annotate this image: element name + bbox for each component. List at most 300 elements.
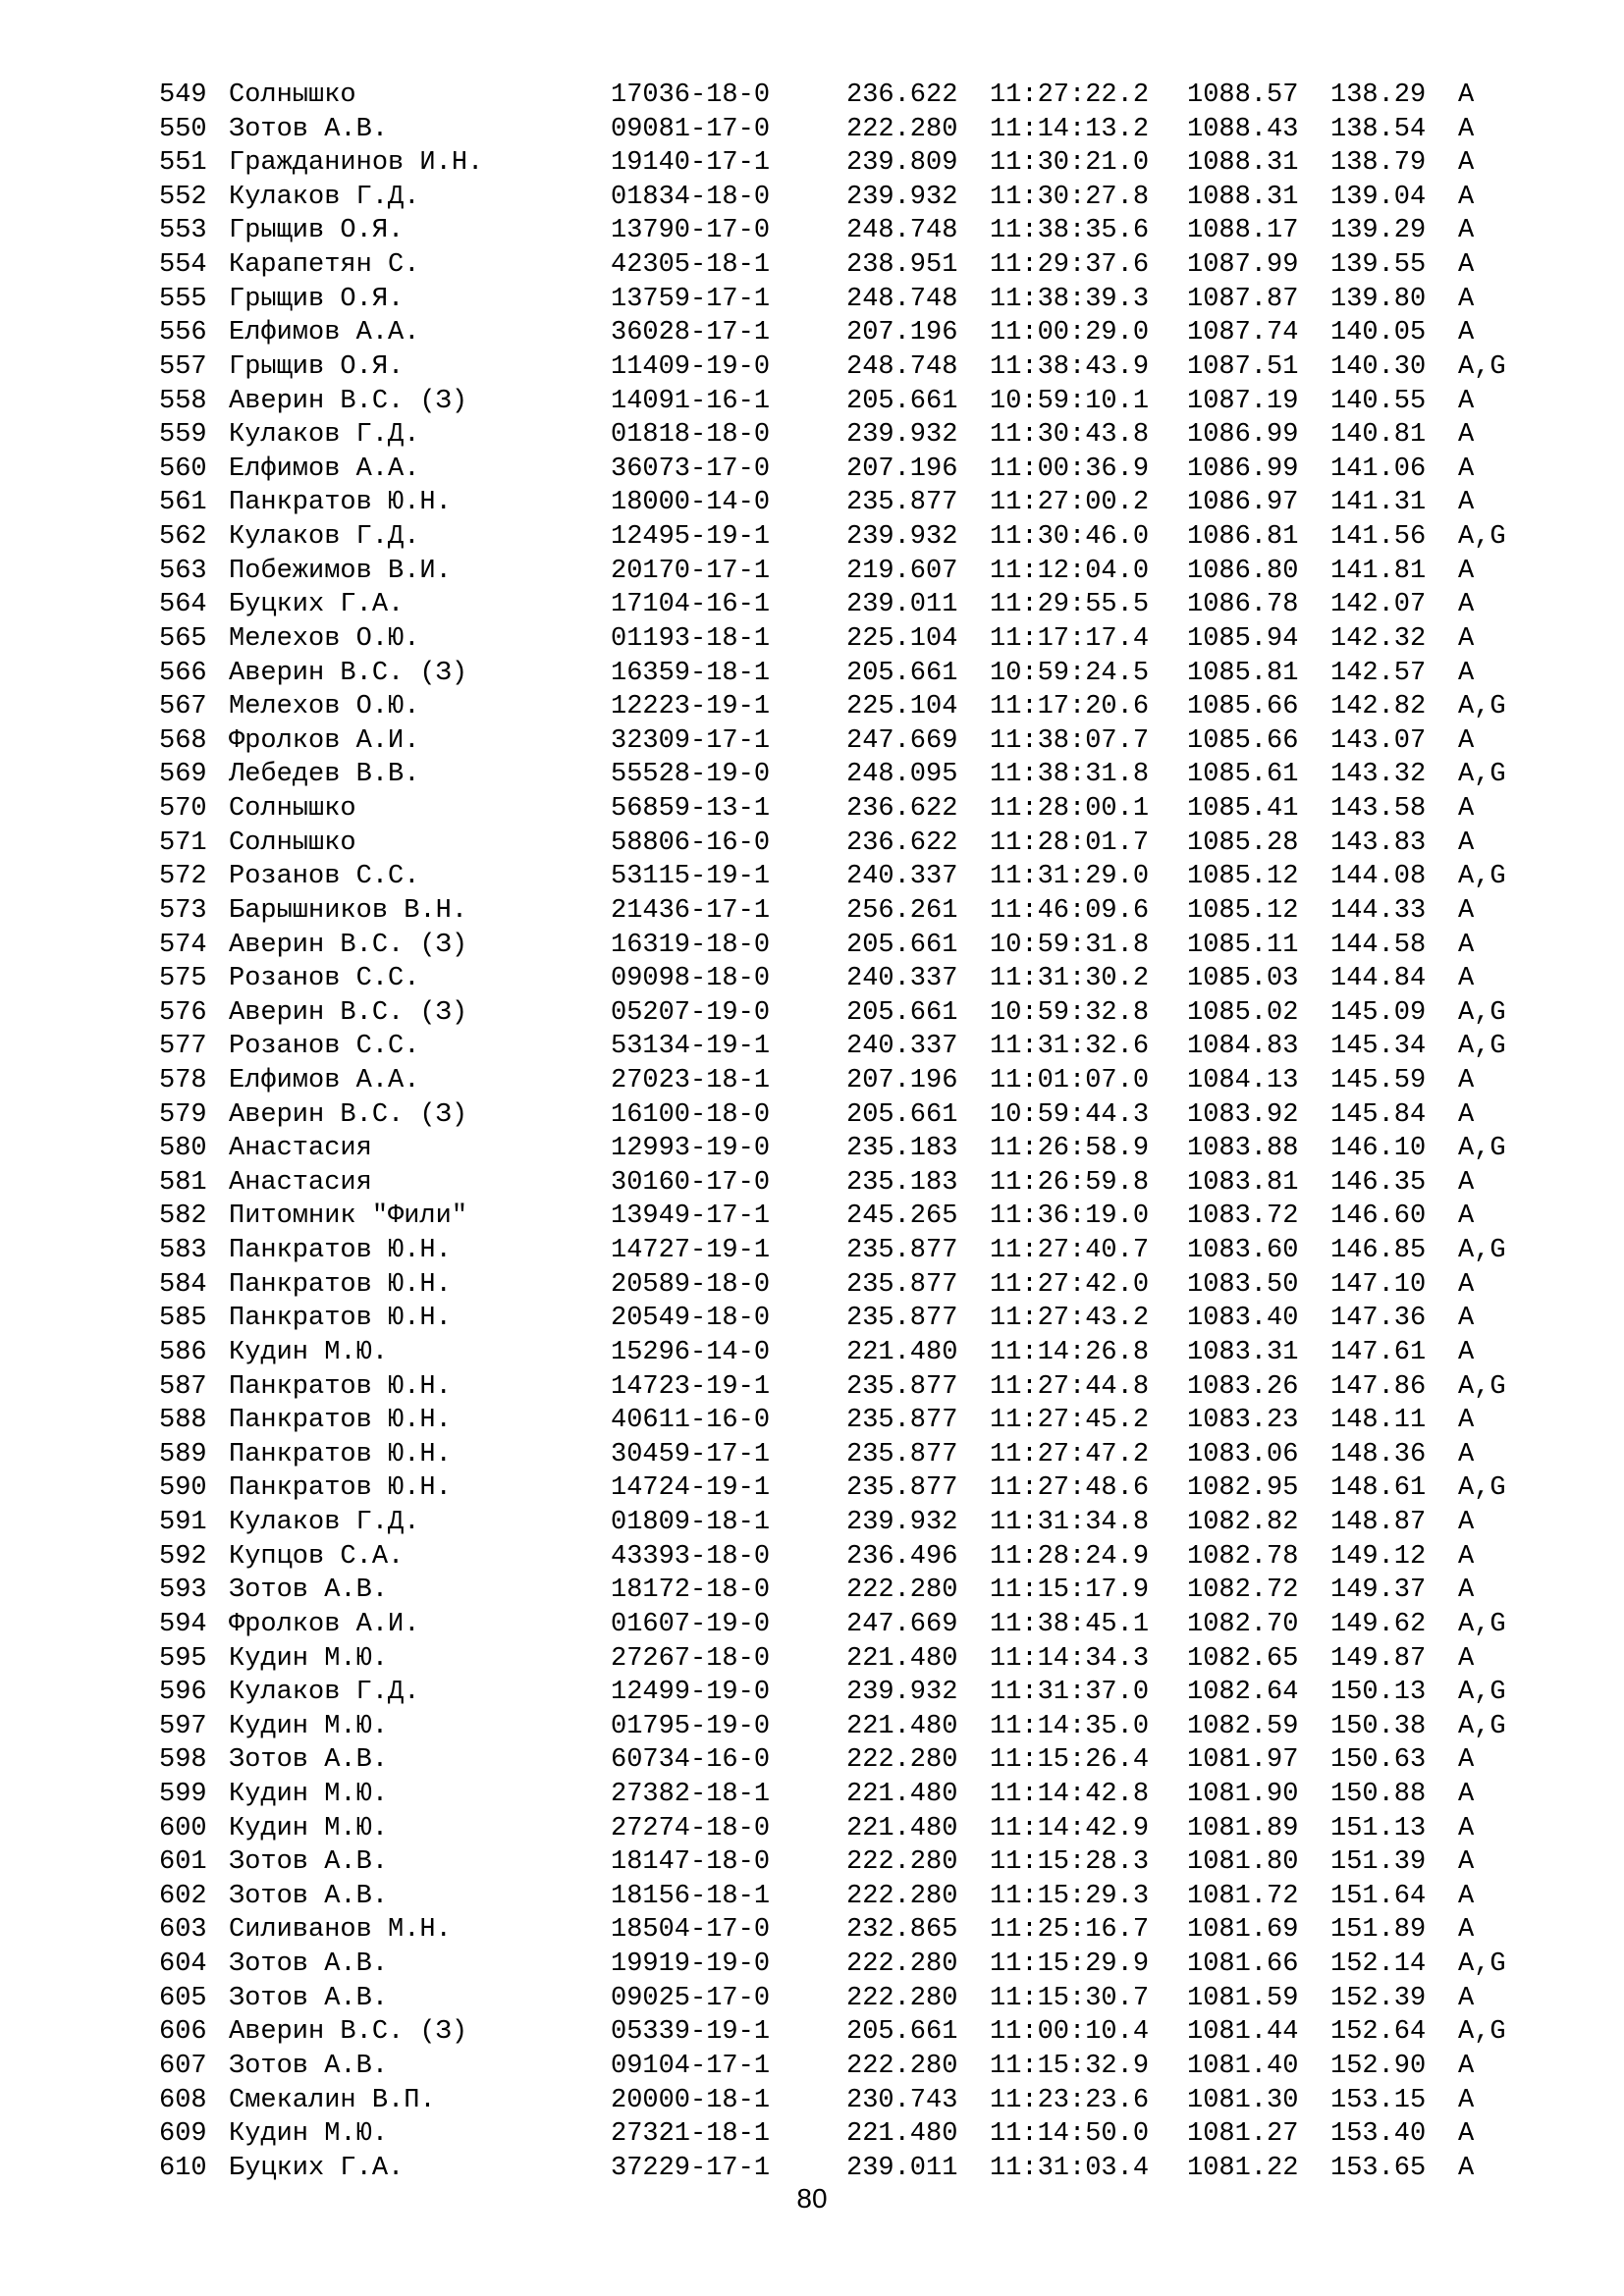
arrival-time: 11:28:24.9 [990, 1541, 1150, 1572]
speed: 1082.59 [1187, 1711, 1299, 1741]
coefficient: 152.90 [1330, 2051, 1427, 2081]
arrival-time: 11:27:44.8 [990, 1371, 1150, 1402]
row-number: 552 [159, 182, 207, 212]
ring-number: 19140-17-1 [611, 148, 771, 179]
row-number: 599 [159, 1780, 207, 1809]
distance: 207.196 [846, 454, 958, 484]
speed: 1081.27 [1187, 2119, 1299, 2150]
row-number: 606 [159, 2017, 207, 2048]
distance: 205.661 [846, 386, 958, 416]
flags: A [1458, 725, 1475, 756]
fancier-name: Панкратов Ю.Н. [229, 1406, 452, 1436]
row-number: 556 [159, 318, 207, 348]
fancier-name: Аверин В.С. (З) [229, 1099, 468, 1130]
fancier-name: Побежимов В.И. [229, 556, 452, 586]
speed: 1081.44 [1187, 2017, 1299, 2048]
row-number: 575 [159, 964, 207, 994]
row-number: 600 [159, 1813, 207, 1843]
coefficient: 146.35 [1330, 1167, 1427, 1198]
row-number: 554 [159, 250, 207, 281]
flags: A [1458, 80, 1475, 110]
distance: 222.280 [846, 1847, 958, 1878]
row-number: 565 [159, 623, 207, 654]
flags: A [1458, 964, 1475, 994]
distance: 235.183 [846, 1167, 958, 1198]
arrival-time: 11:15:32.9 [990, 2051, 1150, 2081]
coefficient: 147.36 [1330, 1304, 1427, 1334]
distance: 236.496 [846, 1541, 958, 1572]
distance: 222.280 [846, 1575, 958, 1606]
distance: 240.337 [846, 862, 958, 892]
ring-number: 43393-18-0 [611, 1541, 771, 1572]
speed: 1088.31 [1187, 148, 1299, 179]
distance: 225.104 [846, 692, 958, 722]
coefficient: 148.11 [1330, 1406, 1427, 1436]
ring-number: 09098-18-0 [611, 964, 771, 994]
flags: A [1458, 1643, 1475, 1674]
ring-number: 58806-16-0 [611, 828, 771, 858]
ring-number: 12499-19-0 [611, 1678, 771, 1708]
coefficient: 147.10 [1330, 1269, 1427, 1300]
coefficient: 138.54 [1330, 114, 1427, 144]
coefficient: 145.59 [1330, 1065, 1427, 1095]
fancier-name: Кудин М.Ю. [229, 1337, 389, 1367]
distance: 248.748 [846, 284, 958, 314]
arrival-time: 11:15:29.9 [990, 1949, 1150, 1980]
arrival-time: 11:27:00.2 [990, 488, 1150, 518]
arrival-time: 11:31:34.8 [990, 1508, 1150, 1538]
speed: 1081.90 [1187, 1780, 1299, 1809]
coefficient: 153.65 [1330, 2153, 1427, 2183]
row-number: 555 [159, 284, 207, 314]
flags: A,G [1458, 1371, 1506, 1402]
ring-number: 18156-18-1 [611, 1881, 771, 1911]
page-number: 80 [796, 2183, 828, 2214]
coefficient: 153.15 [1330, 2085, 1427, 2115]
fancier-name: Кулаков Г.Д. [229, 182, 420, 212]
flags: A,G [1458, 1134, 1506, 1164]
distance: 236.622 [846, 80, 958, 110]
flags: A [1458, 1780, 1475, 1809]
ring-number: 27267-18-0 [611, 1643, 771, 1674]
flags: A,G [1458, 1711, 1506, 1741]
arrival-time: 11:27:45.2 [990, 1406, 1150, 1436]
coefficient: 139.55 [1330, 250, 1427, 281]
flags: A,G [1458, 997, 1506, 1028]
distance: 232.865 [846, 1915, 958, 1946]
flags: A,G [1458, 1236, 1506, 1266]
flags: A,G [1458, 1609, 1506, 1639]
distance: 239.932 [846, 522, 958, 553]
arrival-time: 11:27:22.2 [990, 80, 1150, 110]
row-number: 568 [159, 725, 207, 756]
distance: 222.280 [846, 2051, 958, 2081]
distance: 222.280 [846, 114, 958, 144]
speed: 1086.81 [1187, 522, 1299, 553]
speed: 1085.12 [1187, 862, 1299, 892]
row-number: 593 [159, 1575, 207, 1606]
distance: 248.095 [846, 760, 958, 790]
coefficient: 139.04 [1330, 182, 1427, 212]
coefficient: 142.32 [1330, 623, 1427, 654]
row-number: 583 [159, 1236, 207, 1266]
flags: A [1458, 1745, 1475, 1776]
coefficient: 151.13 [1330, 1813, 1427, 1843]
coefficient: 152.39 [1330, 1983, 1427, 2013]
coefficient: 145.84 [1330, 1099, 1427, 1130]
fancier-name: Аверин В.С. (З) [229, 658, 468, 688]
coefficient: 142.82 [1330, 692, 1427, 722]
flags: A [1458, 386, 1475, 416]
arrival-time: 11:28:00.1 [990, 794, 1150, 825]
ring-number: 53134-19-1 [611, 1032, 771, 1062]
arrival-time: 10:59:10.1 [990, 386, 1150, 416]
flags: A [1458, 895, 1475, 926]
row-number: 569 [159, 760, 207, 790]
fancier-name: Аверин В.С. (З) [229, 930, 468, 960]
flags: A [1458, 623, 1475, 654]
distance: 219.607 [846, 556, 958, 586]
flags: A [1458, 1099, 1475, 1130]
flags: A [1458, 2085, 1475, 2115]
flags: A [1458, 318, 1475, 348]
coefficient: 150.63 [1330, 1745, 1427, 1776]
coefficient: 146.10 [1330, 1134, 1427, 1164]
coefficient: 143.32 [1330, 760, 1427, 790]
arrival-time: 11:23:23.6 [990, 2085, 1150, 2115]
row-number: 566 [159, 658, 207, 688]
distance: 235.877 [846, 1439, 958, 1469]
coefficient: 142.57 [1330, 658, 1427, 688]
fancier-name: Зотов А.В. [229, 1847, 389, 1878]
speed: 1086.80 [1187, 556, 1299, 586]
ring-number: 05339-19-1 [611, 2017, 771, 2048]
ring-number: 27382-18-1 [611, 1780, 771, 1809]
speed: 1082.70 [1187, 1609, 1299, 1639]
arrival-time: 11:30:46.0 [990, 522, 1150, 553]
flags: A,G [1458, 862, 1506, 892]
fancier-name: Смекалин В.П. [229, 2085, 436, 2115]
ring-number: 17036-18-0 [611, 80, 771, 110]
fancier-name: Кулаков Г.Д. [229, 1678, 420, 1708]
row-number: 601 [159, 1847, 207, 1878]
arrival-time: 11:30:43.8 [990, 420, 1150, 451]
coefficient: 148.61 [1330, 1473, 1427, 1504]
fancier-name: Буцких Г.А. [229, 590, 405, 620]
arrival-time: 11:15:29.3 [990, 1881, 1150, 1911]
flags: A [1458, 1337, 1475, 1367]
arrival-time: 11:31:03.4 [990, 2153, 1150, 2183]
fancier-name: Мелехов О.Ю. [229, 623, 420, 654]
arrival-time: 11:27:40.7 [990, 1236, 1150, 1266]
fancier-name: Купцов С.А. [229, 1541, 405, 1572]
coefficient: 143.07 [1330, 725, 1427, 756]
arrival-time: 11:36:19.0 [990, 1201, 1150, 1232]
ring-number: 18147-18-0 [611, 1847, 771, 1878]
speed: 1085.66 [1187, 692, 1299, 722]
coefficient: 150.88 [1330, 1780, 1427, 1809]
coefficient: 145.34 [1330, 1032, 1427, 1062]
row-number: 603 [159, 1915, 207, 1946]
ring-number: 18504-17-0 [611, 1915, 771, 1946]
distance: 240.337 [846, 1032, 958, 1062]
speed: 1082.95 [1187, 1473, 1299, 1504]
speed: 1083.92 [1187, 1099, 1299, 1130]
row-number: 596 [159, 1678, 207, 1708]
speed: 1083.26 [1187, 1371, 1299, 1402]
fancier-name: Грыщив О.Я. [229, 284, 405, 314]
arrival-time: 11:17:17.4 [990, 623, 1150, 654]
coefficient: 138.29 [1330, 80, 1427, 110]
distance: 222.280 [846, 1745, 958, 1776]
distance: 205.661 [846, 2017, 958, 2048]
distance: 205.661 [846, 930, 958, 960]
flags: A [1458, 1304, 1475, 1334]
distance: 207.196 [846, 318, 958, 348]
coefficient: 148.36 [1330, 1439, 1427, 1469]
distance: 245.265 [846, 1201, 958, 1232]
speed: 1083.50 [1187, 1269, 1299, 1300]
arrival-time: 11:38:45.1 [990, 1609, 1150, 1639]
distance: 221.480 [846, 1337, 958, 1367]
ring-number: 27274-18-0 [611, 1813, 771, 1843]
speed: 1084.83 [1187, 1032, 1299, 1062]
fancier-name: Солнышко [229, 828, 356, 858]
fancier-name: Кудин М.Ю. [229, 1711, 389, 1741]
fancier-name: Кудин М.Ю. [229, 1643, 389, 1674]
distance: 247.669 [846, 1609, 958, 1639]
flags: A,G [1458, 760, 1506, 790]
arrival-time: 11:15:17.9 [990, 1575, 1150, 1606]
arrival-time: 11:29:37.6 [990, 250, 1150, 281]
arrival-time: 11:28:01.7 [990, 828, 1150, 858]
row-number: 581 [159, 1167, 207, 1198]
speed: 1082.72 [1187, 1575, 1299, 1606]
speed: 1083.40 [1187, 1304, 1299, 1334]
fancier-name: Панкратов Ю.Н. [229, 1269, 452, 1300]
flags: A [1458, 1065, 1475, 1095]
row-number: 551 [159, 148, 207, 179]
flags: A,G [1458, 692, 1506, 722]
fancier-name: Елфимов А.А. [229, 454, 420, 484]
distance: 235.877 [846, 1406, 958, 1436]
arrival-time: 11:14:13.2 [990, 114, 1150, 144]
ring-number: 53115-19-1 [611, 862, 771, 892]
arrival-time: 11:14:50.0 [990, 2119, 1150, 2150]
arrival-time: 11:31:32.6 [990, 1032, 1150, 1062]
distance: 205.661 [846, 658, 958, 688]
coefficient: 140.05 [1330, 318, 1427, 348]
arrival-time: 11:14:42.8 [990, 1780, 1150, 1809]
flags: A [1458, 1813, 1475, 1843]
fancier-name: Фролков А.И. [229, 725, 420, 756]
flags: A [1458, 828, 1475, 858]
ring-number: 14727-19-1 [611, 1236, 771, 1266]
distance: 240.337 [846, 964, 958, 994]
distance: 205.661 [846, 997, 958, 1028]
coefficient: 139.29 [1330, 216, 1427, 246]
speed: 1083.88 [1187, 1134, 1299, 1164]
ring-number: 20549-18-0 [611, 1304, 771, 1334]
speed: 1085.81 [1187, 658, 1299, 688]
flags: A [1458, 1167, 1475, 1198]
speed: 1081.72 [1187, 1881, 1299, 1911]
flags: A [1458, 216, 1475, 246]
distance: 221.480 [846, 1711, 958, 1741]
arrival-time: 11:14:34.3 [990, 1643, 1150, 1674]
ring-number: 12223-19-1 [611, 692, 771, 722]
distance: 235.877 [846, 1269, 958, 1300]
fancier-name: Панкратов Ю.Н. [229, 1473, 452, 1504]
distance: 235.877 [846, 1473, 958, 1504]
ring-number: 09081-17-0 [611, 114, 771, 144]
speed: 1081.22 [1187, 2153, 1299, 2183]
flags: A [1458, 148, 1475, 179]
speed: 1087.87 [1187, 284, 1299, 314]
fancier-name: Панкратов Ю.Н. [229, 1439, 452, 1469]
speed: 1087.99 [1187, 250, 1299, 281]
ring-number: 56859-13-1 [611, 794, 771, 825]
coefficient: 139.80 [1330, 284, 1427, 314]
arrival-time: 11:31:30.2 [990, 964, 1150, 994]
row-number: 558 [159, 386, 207, 416]
arrival-time: 11:38:07.7 [990, 725, 1150, 756]
distance: 230.743 [846, 2085, 958, 2115]
ring-number: 30459-17-1 [611, 1439, 771, 1469]
row-number: 573 [159, 895, 207, 926]
fancier-name: Розанов С.С. [229, 1032, 420, 1062]
coefficient: 143.83 [1330, 828, 1427, 858]
coefficient: 149.12 [1330, 1541, 1427, 1572]
flags: A [1458, 1915, 1475, 1946]
flags: A [1458, 1406, 1475, 1436]
fancier-name: Мелехов О.Ю. [229, 692, 420, 722]
arrival-time: 11:26:59.8 [990, 1167, 1150, 1198]
ring-number: 36073-17-0 [611, 454, 771, 484]
speed: 1085.11 [1187, 930, 1299, 960]
ring-number: 13949-17-1 [611, 1201, 771, 1232]
coefficient: 153.40 [1330, 2119, 1427, 2150]
distance: 238.951 [846, 250, 958, 281]
coefficient: 143.58 [1330, 794, 1427, 825]
speed: 1085.12 [1187, 895, 1299, 926]
row-number: 587 [159, 1371, 207, 1402]
ring-number: 09025-17-0 [611, 1983, 771, 2013]
fancier-name: Солнышко [229, 794, 356, 825]
flags: A [1458, 1983, 1475, 2013]
fancier-name: Питомник "Фили" [229, 1201, 468, 1232]
ring-number: 55528-19-0 [611, 760, 771, 790]
row-number: 559 [159, 420, 207, 451]
arrival-time: 11:15:28.3 [990, 1847, 1150, 1878]
distance: 221.480 [846, 1643, 958, 1674]
row-number: 598 [159, 1745, 207, 1776]
arrival-time: 11:30:21.0 [990, 148, 1150, 179]
ring-number: 20170-17-1 [611, 556, 771, 586]
row-number: 571 [159, 828, 207, 858]
arrival-time: 11:26:58.9 [990, 1134, 1150, 1164]
row-number: 561 [159, 488, 207, 518]
ring-number: 01809-18-1 [611, 1508, 771, 1538]
coefficient: 149.37 [1330, 1575, 1427, 1606]
coefficient: 141.81 [1330, 556, 1427, 586]
ring-number: 40611-16-0 [611, 1406, 771, 1436]
distance: 239.932 [846, 420, 958, 451]
arrival-time: 10:59:44.3 [990, 1099, 1150, 1130]
ring-number: 16319-18-0 [611, 930, 771, 960]
coefficient: 145.09 [1330, 997, 1427, 1028]
ring-number: 14724-19-1 [611, 1473, 771, 1504]
arrival-time: 11:27:43.2 [990, 1304, 1150, 1334]
flags: A [1458, 250, 1475, 281]
ring-number: 14091-16-1 [611, 386, 771, 416]
row-number: 578 [159, 1065, 207, 1095]
row-number: 607 [159, 2051, 207, 2081]
ring-number: 18000-14-0 [611, 488, 771, 518]
row-number: 572 [159, 862, 207, 892]
ring-number: 01834-18-0 [611, 182, 771, 212]
ring-number: 13790-17-0 [611, 216, 771, 246]
flags: A [1458, 1881, 1475, 1911]
fancier-name: Зотов А.В. [229, 1575, 389, 1606]
row-number: 564 [159, 590, 207, 620]
row-number: 589 [159, 1439, 207, 1469]
flags: A [1458, 454, 1475, 484]
coefficient: 149.62 [1330, 1609, 1427, 1639]
distance: 236.622 [846, 794, 958, 825]
flags: A,G [1458, 1678, 1506, 1708]
speed: 1088.17 [1187, 216, 1299, 246]
speed: 1088.57 [1187, 80, 1299, 110]
distance: 235.877 [846, 1236, 958, 1266]
arrival-time: 11:38:39.3 [990, 284, 1150, 314]
speed: 1083.23 [1187, 1406, 1299, 1436]
speed: 1082.65 [1187, 1643, 1299, 1674]
coefficient: 147.61 [1330, 1337, 1427, 1367]
fancier-name: Зотов А.В. [229, 1949, 389, 1980]
speed: 1085.28 [1187, 828, 1299, 858]
speed: 1081.69 [1187, 1915, 1299, 1946]
fancier-name: Кулаков Г.Д. [229, 420, 420, 451]
distance: 239.932 [846, 1508, 958, 1538]
fancier-name: Грыщив О.Я. [229, 216, 405, 246]
distance: 221.480 [846, 1813, 958, 1843]
fancier-name: Панкратов Ю.Н. [229, 488, 452, 518]
fancier-name: Фролков А.И. [229, 1609, 420, 1639]
ring-number: 09104-17-1 [611, 2051, 771, 2081]
arrival-time: 11:00:36.9 [990, 454, 1150, 484]
fancier-name: Аверин В.С. (З) [229, 997, 468, 1028]
distance: 256.261 [846, 895, 958, 926]
flags: A [1458, 182, 1475, 212]
speed: 1082.82 [1187, 1508, 1299, 1538]
flags: A [1458, 1575, 1475, 1606]
speed: 1088.43 [1187, 114, 1299, 144]
speed: 1081.40 [1187, 2051, 1299, 2081]
flags: A [1458, 2051, 1475, 2081]
arrival-time: 11:17:20.6 [990, 692, 1150, 722]
distance: 235.183 [846, 1134, 958, 1164]
arrival-time: 10:59:32.8 [990, 997, 1150, 1028]
ring-number: 16100-18-0 [611, 1099, 771, 1130]
speed: 1086.99 [1187, 420, 1299, 451]
row-number: 577 [159, 1032, 207, 1062]
arrival-time: 11:25:16.7 [990, 1915, 1150, 1946]
speed: 1086.97 [1187, 488, 1299, 518]
speed: 1082.64 [1187, 1678, 1299, 1708]
fancier-name: Солнышко [229, 80, 356, 110]
speed: 1086.99 [1187, 454, 1299, 484]
